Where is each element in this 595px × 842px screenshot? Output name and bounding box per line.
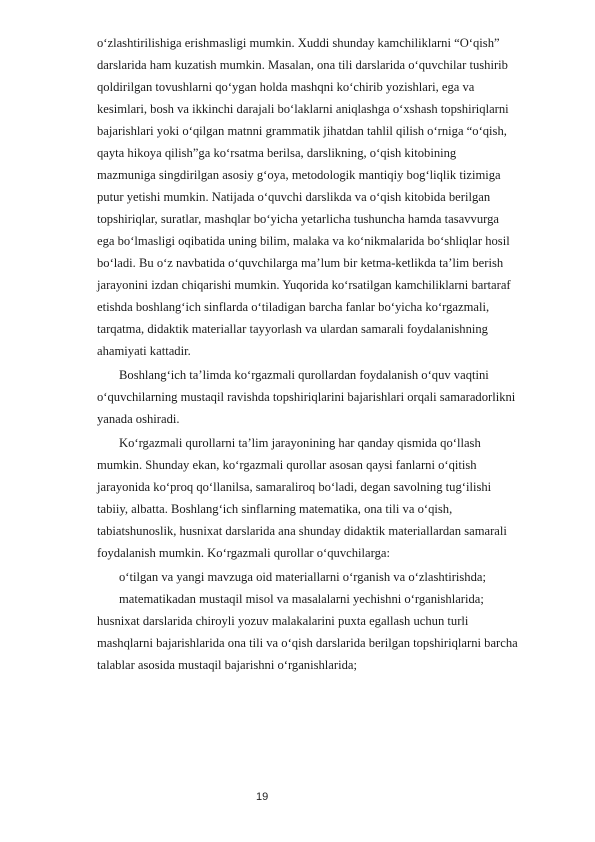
text-line: foydalanish mumkin. Ko‘rgazmali qurollar o‘quvchilarga:	[97, 546, 390, 560]
text-line: tarqatma, didaktik materiallar tayyorlash va ulardan samarali foydalanishning	[97, 322, 488, 336]
text-line: qoldirilgan tovushlarni qo‘ygan holda mashqni ko‘chirib yozishlari, ega va	[97, 80, 475, 94]
text-line: o‘tilgan va yangi mavzuga oid materiallarni o‘rganish va o‘zlashtirishda;	[119, 570, 486, 584]
text-line: talablar asosida mustaqil bajarishni o‘rganishlarida;	[97, 658, 357, 672]
text-line: bajarishlari yoki o‘qilgan matnni grammatik jihatdan tahlil qilish o‘rniga “o‘qish,	[97, 124, 507, 138]
text-line: mumkin. Shunday ekan, ko‘rgazmali qurollar asosan qaysi fanlarni o‘qitish	[97, 458, 477, 472]
text-line: Ko‘rgazmali qurollarni ta’lim jarayonining har qanday qismida qo‘llash	[119, 436, 481, 450]
text-line: o‘quvchilarning mustaqil ravishda topshiriqlarini bajarishlari orqali samaradorlikni	[97, 390, 516, 404]
text-line: jarayonida ko‘proq qo‘llanilsa, samaraliroq bo‘ladi, degan savolning tug‘ilishi	[97, 480, 492, 494]
text-line: kesimlari, bosh va ikkinchi darajali bo‘laklarni aniqlashga o‘xshash topshiriqlarni	[97, 102, 509, 116]
text-line: putur yetishi mumkin. Natijada o‘quvchi darslikda va o‘qish kitobida berilgan	[97, 190, 491, 204]
text-line: tabiiy, albatta. Boshlang‘ich sinflarning matematika, ona tili va o‘qish,	[97, 502, 453, 516]
page-number: 19	[256, 791, 269, 803]
text-line: topshiriqlar, suratlar, mashqlar bo‘yicha yetarlicha tushuncha hamda tasavvurga	[97, 212, 499, 226]
text-line: jarayonini izdan chiqarishi mumkin. Yuqorida ko‘rsatilgan kamchiliklarni bartaraf	[97, 278, 511, 292]
text-line: ahamiyati kattadir.	[97, 344, 191, 358]
text-line: Boshlang‘ich ta’limda ko‘rgazmali qurollardan foydalanish o‘quv vaqtini	[119, 368, 489, 382]
text-line: matematikadan mustaqil misol va masalalarni yechishni o‘rganishlarida;	[119, 592, 484, 606]
text-line: ega bo‘lmasligi oqibatida uning bilim, malaka va ko‘nikmalarida bo‘shliqlar hosil	[97, 234, 510, 248]
text-line: mashqlarni bajarishlarida ona tili va o‘qish darslarida berilgan topshiriqlarni barcha	[97, 636, 518, 650]
text-line: bo‘ladi. Bu o‘z navbatida o‘quvchilarga ma’lum bir ketma-ketlikda ta’lim berish	[97, 256, 504, 270]
text-line: tabiatshunoslik, husnixat darslarida ana shunday didaktik materiallardan samarali	[97, 524, 507, 538]
text-line: yanada oshiradi.	[97, 412, 180, 426]
text-line: o‘zlashtirilishiga erishmasligi mumkin. Xuddi shunday kamchiliklarni “O‘qish”	[97, 36, 500, 50]
text-line: darslarida ham kuzatish mumkin. Masalan, ona tili darslarida o‘quvchilar tushirib	[97, 58, 508, 72]
text-line: qayta hikoya qilish”ga ko‘rsatma berilsa, darslikning, o‘qish kitobining	[97, 146, 457, 160]
text-line: husnixat darslarida chiroyli yozuv malakalarini puxta egallash uchun turli	[97, 614, 469, 628]
text-line: mazmuniga singdirilgan asosiy g‘oya, metodologik mantiqiy bog‘liqlik tizimiga	[97, 168, 501, 182]
text-line: etishda boshlang‘ich sinflarda o‘tiladigan barcha fanlar bo‘yicha ko‘rgazmali,	[97, 300, 490, 314]
